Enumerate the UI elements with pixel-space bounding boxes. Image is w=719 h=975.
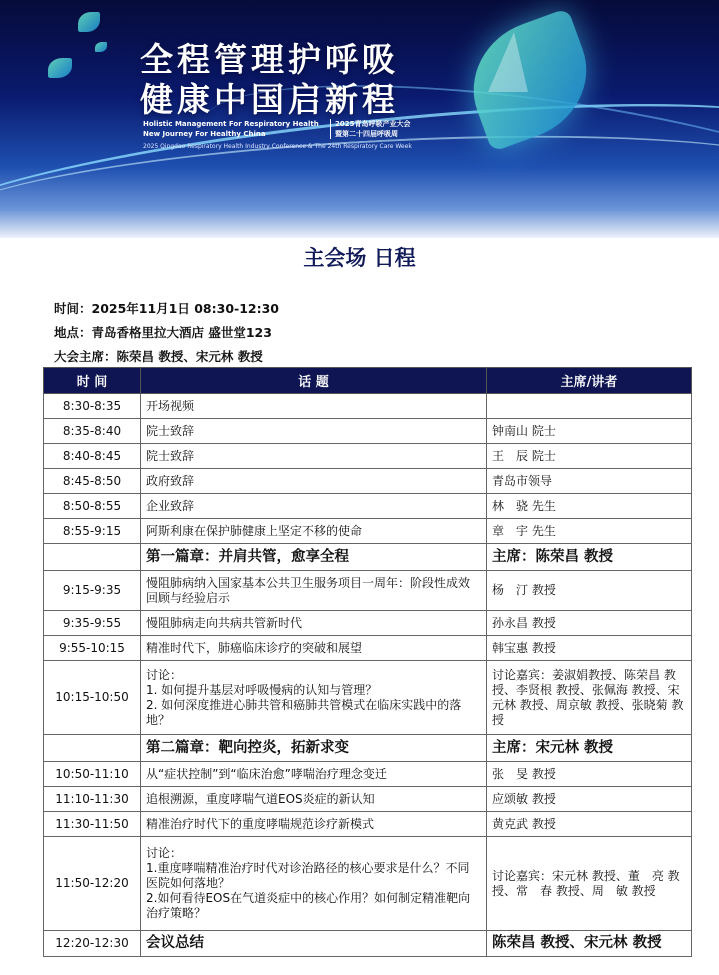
cell-topic: 院士致辞 [141, 444, 487, 469]
header-speaker: 主席/讲者 [487, 368, 692, 394]
cell-time: 8:35-8:40 [44, 419, 141, 444]
cell-speaker: 主席：陈荣昌 教授 [487, 544, 692, 571]
table-row [44, 494, 692, 519]
table-header-row [44, 368, 692, 394]
cell-speaker: 韩宝惠 教授 [487, 636, 692, 661]
banner-subtitle-en1: Holistic Management For Respiratory Health [143, 120, 319, 128]
discussion-line: 2. 如何深度推进心肺共管和癌肺共管模式在临床实践中的落地？ [146, 697, 462, 727]
cell-speaker: 讨论嘉宾：宋元林 教授、董 亮 教授、常 春 教授、周 敏 教授 [487, 837, 692, 931]
section-row [44, 735, 692, 762]
cell-time: 8:30-8:35 [44, 394, 141, 419]
cell-time: 11:10-11:30 [44, 787, 141, 812]
banner-title-line2: 健康中国启新程 [140, 80, 399, 119]
banner-subtitle-cn [330, 119, 410, 139]
cell-speaker: 林 骁 先生 [487, 494, 692, 519]
cell-time: 9:35-9:55 [44, 611, 141, 636]
cell-topic: 第二篇章：靶向控炎，拓新求变 [141, 735, 487, 762]
banner-subtitle-cn2: 暨第二十四届呼吸周 [335, 130, 398, 138]
schedule-body [44, 394, 692, 957]
cell-topic [141, 837, 487, 931]
cell-speaker: 王 辰 院士 [487, 444, 692, 469]
banner-title [140, 40, 399, 120]
cell-topic: 精准治疗时代下的重度哮喘规范诊疗新模式 [141, 812, 487, 837]
cell-time: 8:45-8:50 [44, 469, 141, 494]
cell-speaker: 应颂敏 教授 [487, 787, 692, 812]
table-row [44, 519, 692, 544]
cell-time: 9:55-10:15 [44, 636, 141, 661]
cell-speaker: 讨论嘉宾：姜淑娟教授、陈荣昌 教授、李贤根 教授、张佩海 教授、宋元林 教授、周京敏 教授、张晓菊 教授 [487, 661, 692, 735]
table-row [44, 611, 692, 636]
cell-topic: 企业致辞 [141, 494, 487, 519]
cell-topic: 院士致辞 [141, 419, 487, 444]
ginkgo-leaf-icon [48, 58, 72, 78]
table-row [44, 469, 692, 494]
cell-time: 8:50-8:55 [44, 494, 141, 519]
cell-time: 11:50-12:20 [44, 837, 141, 931]
cell-topic: 从“症状控制”到“临床治愈”哮喘治疗理念变迁 [141, 762, 487, 787]
cell-time: 8:40-8:45 [44, 444, 141, 469]
cell-topic: 追根溯源，重度哮喘气道EOS炎症的新认知 [141, 787, 487, 812]
discussion-line: 2.如何看待EOS在气道炎症中的核心作用？如何制定精准靶向治疗策略？ [146, 891, 471, 920]
ginkgo-leaf-icon [95, 42, 107, 52]
cell-speaker [487, 394, 692, 419]
cell-speaker: 青岛市领导 [487, 469, 692, 494]
meeting-host: 大会主席：陈荣昌 教授、宋元林 教授 [54, 349, 263, 364]
cell-speaker: 章 宇 先生 [487, 519, 692, 544]
cell-topic [141, 661, 487, 735]
discussion-line: 1.重度哮喘精准治疗时代对诊治路径的核心要求是什么？不同医院如何落地？ [146, 861, 470, 890]
table-row [44, 394, 692, 419]
banner-subtitle-cn1: 2025青岛呼吸产业大会 [335, 120, 411, 128]
section-row [44, 544, 692, 571]
schedule-table [43, 367, 692, 957]
table-row [44, 812, 692, 837]
cell-speaker: 张 旻 教授 [487, 762, 692, 787]
table-row [44, 444, 692, 469]
cell-time: 11:30-11:50 [44, 812, 141, 837]
cell-time [44, 544, 141, 571]
table-row [44, 931, 692, 957]
cell-topic: 政府致辞 [141, 469, 487, 494]
page-title: 主会场 日程 [303, 246, 416, 270]
discussion-line: 讨论： [146, 846, 183, 860]
cell-speaker: 主席：宋元林 教授 [487, 735, 692, 762]
cell-topic: 精准时代下，肺癌临床诊疗的突破和展望 [141, 636, 487, 661]
ginkgo-leaf-icon [78, 12, 100, 32]
table-row [44, 636, 692, 661]
table-row [44, 787, 692, 812]
cell-topic: 第一篇章：并肩共管，愈享全程 [141, 544, 487, 571]
table-row [44, 571, 692, 611]
discussion-line: 讨论： [146, 667, 183, 682]
cell-speaker: 陈荣昌 教授、宋元林 教授 [487, 931, 692, 957]
table-row [44, 837, 692, 931]
banner-subtitle-en2: New Journey For Healthy China [143, 130, 266, 138]
cell-topic: 会议总结 [141, 931, 487, 957]
cell-time [44, 735, 141, 762]
cell-time: 12:20-12:30 [44, 931, 141, 957]
header-topic: 话 题 [141, 368, 487, 394]
header-time: 时 间 [44, 368, 141, 394]
cell-time: 10:50-11:10 [44, 762, 141, 787]
meeting-time: 时间：2025年11月1日 08:30-12:30 [54, 301, 280, 316]
discussion-line: 1. 如何提升基层对呼吸慢病的认知与管理？ [146, 682, 378, 697]
cell-speaker: 杨 汀 教授 [487, 571, 692, 611]
table-row [44, 762, 692, 787]
table-row [44, 661, 692, 735]
cell-speaker: 黄克武 教授 [487, 812, 692, 837]
table-row [44, 419, 692, 444]
cell-time: 10:15-10:50 [44, 661, 141, 735]
banner-conference-line: 2025 Qingdao Respiratory Health Industry Conference & The 24th Respiratory Care Week [143, 143, 412, 150]
cell-time: 9:15-9:35 [44, 571, 141, 611]
banner [0, 0, 719, 238]
cell-topic: 阿斯利康在保护肺健康上坚定不移的使命 [141, 519, 487, 544]
meeting-place: 地点：青岛香格里拉大酒店 盛世堂123 [54, 325, 272, 340]
cell-topic: 慢阻肺病纳入国家基本公共卫生服务项目一周年：阶段性成效回顾与经验启示 [141, 571, 487, 611]
cell-speaker: 钟南山 院士 [487, 419, 692, 444]
banner-title-line1: 全程管理护呼吸 [140, 40, 399, 79]
cell-time: 8:55-9:15 [44, 519, 141, 544]
sail-icon [488, 32, 528, 92]
cell-speaker: 孙永昌 教授 [487, 611, 692, 636]
cell-topic: 开场视频 [141, 394, 487, 419]
cell-topic: 慢阻肺病走向共病共管新时代 [141, 611, 487, 636]
